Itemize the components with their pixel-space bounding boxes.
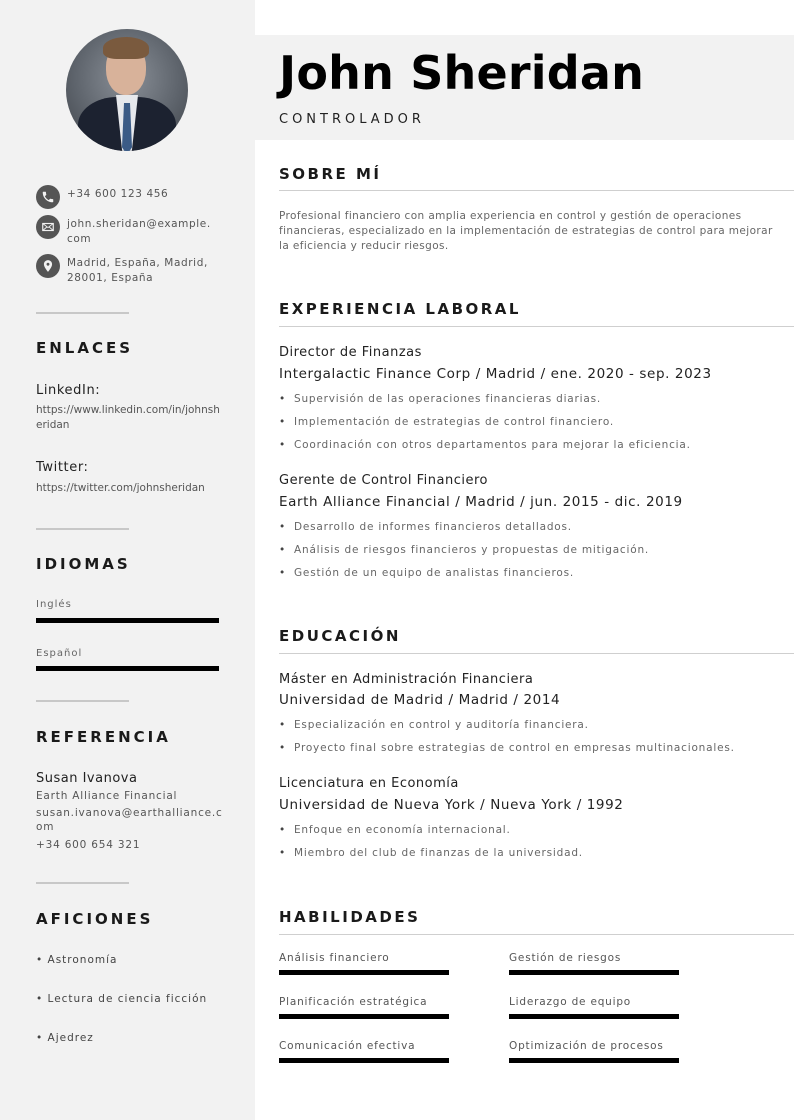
contact-email[interactable] — [36, 215, 217, 247]
about-text: Profesional financiero con amplia experiencia en control y gestión de operaciones financieras, especializado en la implementación de estrategias de control para mejorar la eficiencia y reducir riesgos. — [279, 210, 773, 252]
job-bullet: • Gestión de un equipo de analistas financieros. — [279, 567, 574, 579]
skill-level-bar — [279, 1058, 449, 1063]
linkedin-link[interactable]: https://www.linkedin.com/in/johnsheridan — [36, 404, 220, 431]
about-title: SOBRE MÍ — [279, 165, 382, 183]
skill-level-bar — [279, 1014, 449, 1019]
links-title: ENLACES — [36, 339, 134, 357]
language-name: Español — [36, 648, 83, 659]
hobby-item: • Astronomía — [36, 954, 118, 966]
section-divider — [279, 653, 794, 654]
degree-bullet: • Especialización en control y auditoría financiera. — [279, 719, 589, 731]
skill-level-bar — [279, 970, 449, 975]
contact-address — [36, 254, 217, 286]
education-title: EDUCACIÓN — [279, 627, 401, 645]
mail-icon — [36, 215, 60, 239]
divider — [36, 312, 129, 314]
header — [255, 35, 794, 140]
section-divider — [279, 190, 794, 191]
divider — [36, 528, 129, 530]
reference-company: Earth Alliance Financial — [36, 790, 178, 802]
skill-name: Liderazgo de equipo — [509, 996, 632, 1008]
hobby-item: • Ajedrez — [36, 1032, 94, 1044]
reference-email[interactable]: susan.ivanova@earthalliance.com — [36, 807, 223, 833]
phone-icon — [36, 185, 60, 209]
reference-title: REFERENCIA — [36, 728, 171, 746]
avatar — [66, 29, 188, 151]
twitter-label: Twitter: — [36, 460, 89, 475]
job-bullet: • Coordinación con otros departamentos para mejorar la eficiencia. — [279, 439, 691, 451]
main-content — [255, 0, 794, 1120]
skills-title: HABILIDADES — [279, 908, 421, 926]
skill-level-bar — [509, 1014, 679, 1019]
hobbies-title: AFICIONES — [36, 910, 154, 928]
skill-name: Comunicación efectiva — [279, 1040, 416, 1052]
phone-text: +34 600 123 456 — [67, 188, 169, 200]
degree-title: Máster en Administración Financiera — [279, 672, 534, 687]
location-pin-icon — [36, 254, 60, 278]
skill-level-bar — [509, 970, 679, 975]
job-subtitle: Earth Alliance Financial / Madrid / jun. 2015 - dic. 2019 — [279, 494, 683, 510]
degree-bullet: • Miembro del club de finanzas de la universidad. — [279, 847, 583, 859]
section-divider — [279, 934, 794, 935]
reference-phone: +34 600 654 321 — [36, 839, 141, 851]
job-subtitle: Intergalactic Finance Corp / Madrid / ene. 2020 - sep. 2023 — [279, 366, 712, 382]
contact-phone — [36, 185, 217, 209]
language-level-bar — [36, 618, 219, 623]
divider — [36, 882, 129, 884]
job-bullet: • Análisis de riesgos financieros y propuestas de mitigación. — [279, 544, 649, 556]
email-text[interactable]: john.sheridan@example.com — [67, 218, 211, 245]
page-title: John Sheridan — [279, 46, 645, 100]
language-level-bar — [36, 666, 219, 671]
reference-name: Susan Ivanova — [36, 771, 138, 786]
degree-bullet: • Proyecto final sobre estrategias de control en empresas multinacionales. — [279, 742, 735, 754]
job-bullet: • Supervisión de las operaciones financieras diarias. — [279, 393, 601, 405]
job-bullet: • Implementación de estrategias de control financiero. — [279, 416, 614, 428]
skill-name: Gestión de riesgos — [509, 952, 622, 964]
languages-title: IDIOMAS — [36, 555, 131, 573]
job-bullet: • Desarrollo de informes financieros detallados. — [279, 521, 572, 533]
language-name: Inglés — [36, 599, 72, 610]
sidebar — [0, 0, 255, 1120]
degree-bullet: • Enfoque en economía internacional. — [279, 824, 511, 836]
divider — [36, 700, 129, 702]
job-role: CONTROLADOR — [279, 112, 425, 127]
skill-name: Análisis financiero — [279, 952, 390, 964]
skill-name: Optimización de procesos — [509, 1040, 664, 1052]
twitter-link[interactable]: https://twitter.com/johnsheridan — [36, 482, 205, 494]
skill-name: Planificación estratégica — [279, 996, 428, 1008]
experience-title: EXPERIENCIA LABORAL — [279, 300, 521, 318]
hobby-item: • Lectura de ciencia ficción — [36, 993, 208, 1005]
job-title: Director de Finanzas — [279, 345, 422, 360]
address-text: Madrid, España, Madrid, 28001, España — [67, 257, 208, 284]
degree-subtitle: Universidad de Madrid / Madrid / 2014 — [279, 692, 561, 708]
degree-subtitle: Universidad de Nueva York / Nueva York / 1992 — [279, 797, 624, 813]
degree-title: Licenciatura en Economía — [279, 776, 459, 791]
job-title: Gerente de Control Financiero — [279, 473, 488, 488]
skill-level-bar — [509, 1058, 679, 1063]
linkedin-label: LinkedIn: — [36, 383, 101, 398]
section-divider — [279, 326, 794, 327]
reference-block — [36, 771, 226, 852]
